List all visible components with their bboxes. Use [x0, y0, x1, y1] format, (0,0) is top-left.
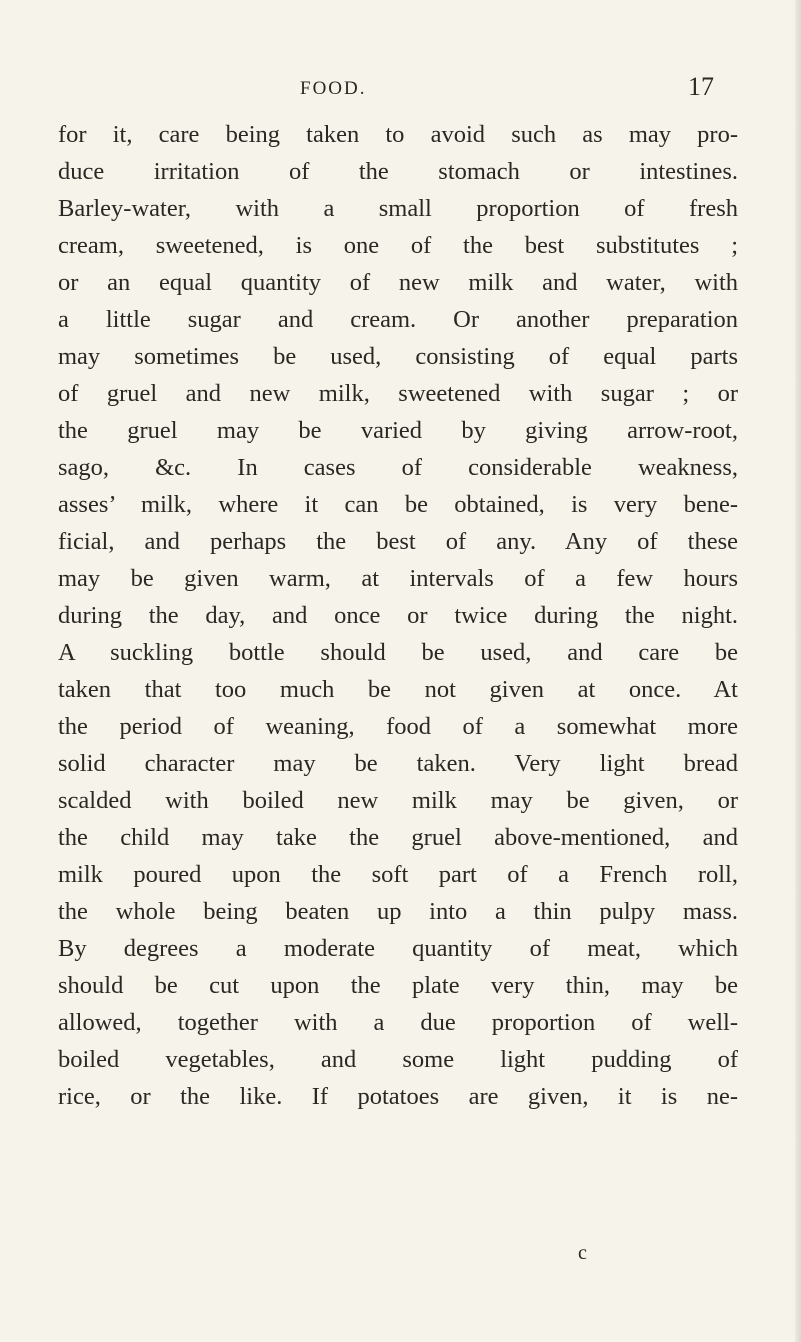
text-line: By degrees a moderate quantity of meat, which — [58, 935, 738, 962]
text-line: the period of weaning, food of a somewhat more — [58, 713, 738, 740]
page-edge — [795, 0, 801, 1342]
text-line: a little sugar and cream. Or another preparation — [58, 306, 738, 333]
text-line: boiled vegetables, and some light pudding of — [58, 1046, 738, 1073]
text-line: the whole being beaten up into a thin pulpy mass. — [58, 898, 738, 925]
text-line: may be given warm, at intervals of a few hours — [58, 565, 738, 592]
text-line: of gruel and new milk, sweetened with sugar ; or — [58, 380, 738, 407]
text-line: rice, or the like. If potatoes are given, it is ne- — [58, 1083, 738, 1110]
signature-mark: c — [578, 1242, 587, 1264]
text-line: the child may take the gruel above-mentioned, and — [58, 824, 738, 851]
text-line: may sometimes be used, consisting of equal parts — [58, 343, 738, 370]
text-line: duce irritation of the stomach or intestines. — [58, 158, 738, 185]
text-line: or an equal quantity of new milk and water, with — [58, 269, 738, 296]
text-line: taken that too much be not given at once. At — [58, 676, 738, 703]
text-line: cream, sweetened, is one of the best substitutes ; — [58, 232, 738, 259]
text-line: asses’ milk, where it can be obtained, is very bene- — [58, 491, 738, 518]
text-line: ficial, and perhaps the best of any. Any of these — [58, 528, 738, 555]
text-line: milk poured upon the soft part of a French roll, — [58, 861, 738, 888]
text-line: Barley-water, with a small proportion of fresh — [58, 195, 738, 222]
text-line: should be cut upon the plate very thin, may be — [58, 972, 738, 999]
running-head — [0, 72, 801, 108]
text-line: during the day, and once or twice during the night. — [58, 602, 738, 629]
text-line: scalded with boiled new milk may be given, or — [58, 787, 738, 814]
text-line: solid character may be taken. Very light bread — [58, 750, 738, 777]
text-line: the gruel may be varied by giving arrow-root, — [58, 417, 738, 444]
text-line: A suckling bottle should be used, and care be — [58, 639, 738, 666]
text-line: for it, care being taken to avoid such as may pro- — [58, 121, 738, 148]
running-title: FOOD. — [300, 78, 367, 99]
page-number: 17 — [688, 72, 714, 101]
body-text — [58, 116, 738, 1115]
text-line: allowed, together with a due proportion of well- — [58, 1009, 738, 1036]
text-line: sago, &c. In cases of considerable weakness, — [58, 454, 738, 481]
